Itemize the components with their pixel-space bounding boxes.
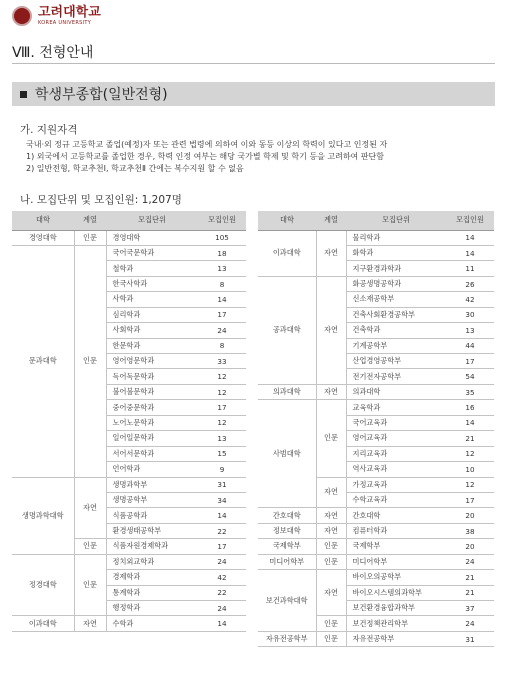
college-cell: 문과대학 <box>12 245 74 477</box>
unit-cell: 식품자원경제학과 <box>106 539 198 554</box>
unit-cell: 경영대학 <box>106 230 198 245</box>
unit-cell: 기계공학부 <box>346 338 446 353</box>
unit-cell: 행정학과 <box>106 601 198 616</box>
unit-cell: 의과대학 <box>346 384 446 399</box>
track-cell: 자연 <box>316 523 346 538</box>
count-cell: 12 <box>446 446 494 461</box>
unit-cell: 산업경영공학부 <box>346 354 446 369</box>
unit-cell: 철학과 <box>106 261 198 276</box>
count-cell: 20 <box>446 508 494 523</box>
unit-cell: 심리학과 <box>106 307 198 322</box>
unit-cell: 신소재공학부 <box>346 292 446 307</box>
unit-cell: 환경생태공학부 <box>106 523 198 538</box>
unit-cell: 생명과학부 <box>106 477 198 492</box>
count-cell: 22 <box>198 523 246 538</box>
heading-divider <box>12 63 495 64</box>
college-cell: 정경대학 <box>12 554 74 616</box>
unit-cell: 화학과 <box>346 245 446 260</box>
unit-cell: 식품공학과 <box>106 508 198 523</box>
unit-cell: 바이오시스템의과학부 <box>346 585 446 600</box>
track-cell: 인문 <box>74 230 106 245</box>
college-cell: 사범대학 <box>258 400 316 508</box>
unit-cell: 사회학과 <box>106 323 198 338</box>
count-cell: 24 <box>446 554 494 569</box>
table-row <box>12 616 246 631</box>
unit-cell: 영어영문학과 <box>106 354 198 369</box>
count-cell: 14 <box>446 415 494 430</box>
header-track: 계열 <box>74 211 106 230</box>
unit-cell: 역사교육과 <box>346 462 446 477</box>
count-cell: 34 <box>198 492 246 507</box>
table-row <box>258 523 494 538</box>
table-row <box>12 245 246 260</box>
track-cell: 인문 <box>74 539 106 554</box>
table-row <box>12 230 246 245</box>
header-college: 대학 <box>12 211 74 230</box>
count-cell: 37 <box>446 601 494 616</box>
unit-cell: 사학과 <box>106 292 198 307</box>
unit-cell: 컴퓨터학과 <box>346 523 446 538</box>
unit-cell: 영어교육과 <box>346 431 446 446</box>
count-cell: 18 <box>198 245 246 260</box>
unit-cell: 간호대학 <box>346 508 446 523</box>
unit-cell: 건축사회환경공학부 <box>346 307 446 322</box>
count-cell: 24 <box>446 616 494 631</box>
college-cell: 정보대학 <box>258 523 316 538</box>
unit-cell: 지리교육과 <box>346 446 446 461</box>
track-cell: 자연 <box>316 276 346 384</box>
track-cell: 인문 <box>74 554 106 616</box>
section-title: 학생부종합(일반전형) <box>35 87 168 103</box>
track-cell: 자연 <box>74 477 106 539</box>
college-cell: 국제학부 <box>258 539 316 554</box>
header-count: 모집인원 <box>198 211 246 230</box>
table-row <box>258 570 494 585</box>
brand-name-en: KOREA UNIVERSITY <box>38 20 92 26</box>
header-unit: 모집단위 <box>346 211 446 230</box>
count-cell: 16 <box>446 400 494 415</box>
unit-cell: 국어국문학과 <box>106 245 198 260</box>
count-cell: 12 <box>198 369 246 384</box>
quota-table-right <box>258 211 494 647</box>
table-row <box>12 477 246 492</box>
college-cell: 생명과학대학 <box>12 477 74 554</box>
count-cell: 20 <box>446 539 494 554</box>
count-cell: 14 <box>198 616 246 631</box>
unit-cell: 생명공학부 <box>106 492 198 507</box>
track-cell: 자연 <box>316 570 346 616</box>
unit-cell: 화공생명공학과 <box>346 276 446 291</box>
track-cell: 자연 <box>316 384 346 399</box>
unit-cell: 국어교육과 <box>346 415 446 430</box>
count-cell: 31 <box>446 631 494 646</box>
count-cell: 24 <box>198 601 246 616</box>
college-cell: 간호대학 <box>258 508 316 523</box>
unit-cell: 수학과 <box>106 616 198 631</box>
count-cell: 14 <box>446 230 494 245</box>
college-cell: 이과대학 <box>12 616 74 631</box>
count-cell: 13 <box>446 323 494 338</box>
unit-cell: 바이오의공학부 <box>346 570 446 585</box>
page-heading: Ⅷ. 전형안내 <box>12 45 94 61</box>
unit-cell: 독어독문학과 <box>106 369 198 384</box>
unit-cell: 불어불문학과 <box>106 384 198 399</box>
track-cell: 자연 <box>316 508 346 523</box>
unit-cell: 한국사학과 <box>106 276 198 291</box>
eligibility-heading: 가. 지원자격 <box>20 124 78 136</box>
table-row <box>258 384 494 399</box>
university-logo <box>12 6 101 26</box>
count-cell: 11 <box>446 261 494 276</box>
count-cell: 8 <box>198 276 246 291</box>
count-cell: 17 <box>198 307 246 322</box>
count-cell: 33 <box>198 354 246 369</box>
quota-table-left <box>12 211 246 632</box>
college-cell: 미디어학부 <box>258 554 316 569</box>
unit-cell: 교육학과 <box>346 400 446 415</box>
count-cell: 31 <box>198 477 246 492</box>
table-row <box>258 508 494 523</box>
unit-cell: 보건환경융합과학부 <box>346 601 446 616</box>
count-cell: 30 <box>446 307 494 322</box>
count-cell: 54 <box>446 369 494 384</box>
unit-cell: 국제학부 <box>346 539 446 554</box>
track-cell: 자연 <box>74 616 106 631</box>
unit-cell: 언어학과 <box>106 462 198 477</box>
eligibility-line: 국내·외 정규 고등학교 졸업(예정)자 또는 관련 법령에 의하여 이와 동등 이상의 학력이 있다고 인정된 자 <box>26 140 388 149</box>
square-bullet-icon <box>20 91 27 98</box>
college-cell: 공과대학 <box>258 276 316 384</box>
unit-cell: 수학교육과 <box>346 492 446 507</box>
count-cell: 14 <box>198 508 246 523</box>
count-cell: 17 <box>198 400 246 415</box>
count-cell: 14 <box>446 245 494 260</box>
unit-cell: 자유전공학부 <box>346 631 446 646</box>
unit-cell: 경제학과 <box>106 570 198 585</box>
count-cell: 42 <box>198 570 246 585</box>
count-cell: 21 <box>446 431 494 446</box>
unit-cell: 서어서문학과 <box>106 446 198 461</box>
count-cell: 15 <box>198 446 246 461</box>
header-count: 모집인원 <box>446 211 494 230</box>
table-row <box>258 539 494 554</box>
unit-cell: 전기전자공학부 <box>346 369 446 384</box>
count-cell: 105 <box>198 230 246 245</box>
count-cell: 14 <box>198 292 246 307</box>
track-cell: 인문 <box>316 554 346 569</box>
track-cell: 자연 <box>316 230 346 276</box>
unit-cell: 물리학과 <box>346 230 446 245</box>
table-row <box>12 554 246 569</box>
table-row <box>258 230 494 245</box>
quota-heading: 나. 모집단위 및 모집인원: 1,207명 <box>20 194 182 206</box>
count-cell: 13 <box>198 261 246 276</box>
unit-cell: 통계학과 <box>106 585 198 600</box>
count-cell: 17 <box>198 539 246 554</box>
track-cell: 인문 <box>316 539 346 554</box>
table-row <box>258 631 494 646</box>
count-cell: 24 <box>198 323 246 338</box>
unit-cell: 한문학과 <box>106 338 198 353</box>
unit-cell: 지구환경과학과 <box>346 261 446 276</box>
college-cell: 이과대학 <box>258 230 316 276</box>
track-cell: 인문 <box>316 616 346 631</box>
college-cell: 자유전공학부 <box>258 631 316 646</box>
unit-cell: 가정교육과 <box>346 477 446 492</box>
unit-cell: 노어노문학과 <box>106 415 198 430</box>
eligibility-note: 1) 외국에서 고등학교를 졸업한 경우, 학력 인정 여부는 해당 국가별 학제 및 학기 등을 고려하여 판단함 <box>26 152 385 161</box>
track-cell: 인문 <box>74 245 106 477</box>
count-cell: 35 <box>446 384 494 399</box>
count-cell: 38 <box>446 523 494 538</box>
count-cell: 21 <box>446 570 494 585</box>
count-cell: 21 <box>446 585 494 600</box>
header-college: 대학 <box>258 211 316 230</box>
unit-cell: 보건정책관리학부 <box>346 616 446 631</box>
eligibility-note: 2) 일반전형, 학교추천Ⅰ, 학교추천Ⅱ 간에는 복수지원 할 수 없음 <box>26 164 244 173</box>
college-cell: 보건과학대학 <box>258 570 316 632</box>
college-cell: 경영대학 <box>12 230 74 245</box>
count-cell: 8 <box>198 338 246 353</box>
count-cell: 9 <box>198 462 246 477</box>
track-cell: 인문 <box>316 631 346 646</box>
table-row <box>258 400 494 415</box>
count-cell: 26 <box>446 276 494 291</box>
header-track: 계열 <box>316 211 346 230</box>
track-cell: 자연 <box>316 477 346 508</box>
table-row <box>258 276 494 291</box>
count-cell: 42 <box>446 292 494 307</box>
unit-cell: 미디어학부 <box>346 554 446 569</box>
unit-cell: 중어중문학과 <box>106 400 198 415</box>
section-bar <box>12 82 495 106</box>
count-cell: 10 <box>446 462 494 477</box>
count-cell: 22 <box>198 585 246 600</box>
unit-cell: 정치외교학과 <box>106 554 198 569</box>
unit-cell: 일어일문학과 <box>106 431 198 446</box>
count-cell: 17 <box>446 492 494 507</box>
header-unit: 모집단위 <box>106 211 198 230</box>
university-seal-icon <box>12 6 32 26</box>
count-cell: 12 <box>198 384 246 399</box>
count-cell: 17 <box>446 354 494 369</box>
unit-cell: 건축학과 <box>346 323 446 338</box>
brand-name-ko: 고려대학교 <box>38 5 101 20</box>
count-cell: 24 <box>198 554 246 569</box>
track-cell: 인문 <box>316 400 346 477</box>
count-cell: 12 <box>198 415 246 430</box>
table-row <box>258 554 494 569</box>
count-cell: 13 <box>198 431 246 446</box>
college-cell: 의과대학 <box>258 384 316 399</box>
count-cell: 44 <box>446 338 494 353</box>
count-cell: 12 <box>446 477 494 492</box>
